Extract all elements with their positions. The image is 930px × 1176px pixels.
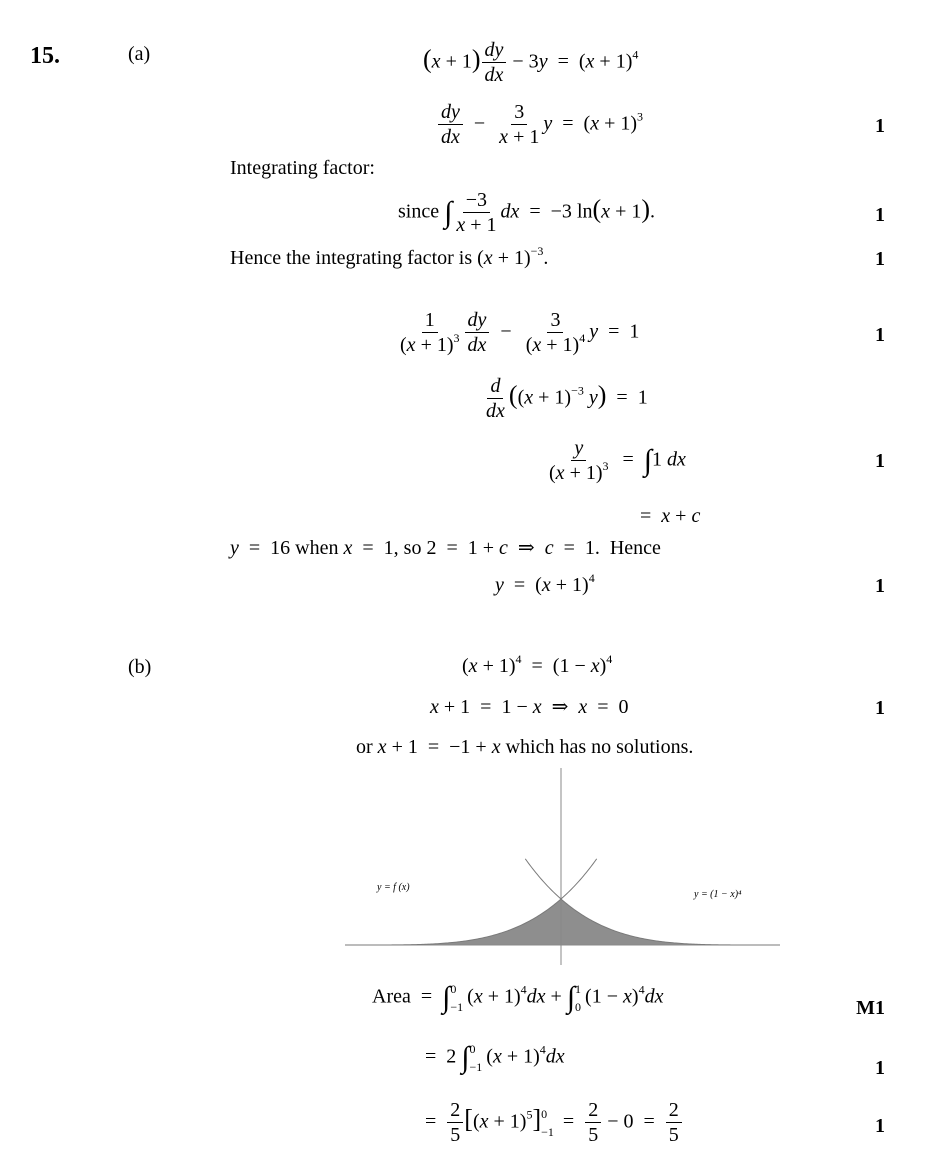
part-a-label: (a) [128,43,151,65]
hence-integrating-factor: Hence the integrating factor is $(x + 1)^{-3}$. [230,244,549,269]
area-graph [345,764,780,969]
eq-b-area-simplify: = 2 ∫ 0 −1 $(x + 1)^4dx$ [425,1041,565,1074]
since-word: since [398,200,440,223]
eq-b-area-setup: Area = ∫ 0 −1 $(x + 1)^4dx$ + ∫ 1 0 $(1 - x)^4dx$ [372,981,664,1014]
integrating-factor-heading: Integrating factor: [230,157,375,179]
mark-b-area-result: 1 [875,1115,885,1137]
mark-a-hence-if: 1 [875,248,885,270]
eq-b-area-result: = $\frac{2}{5}$ $[(x + 1)^5]$ 0 −1 = $\frac{2}{5}$ − 0 = $\frac{2}{5}$ [425,1100,683,1146]
area-word: Area [372,985,411,1008]
eq-a-multiplied: $\frac{1}{(x + 1)^3}$ $\frac{dy}{dx}$ − $\frac{3}{(x + 1)^4}$ y = 1 [400,309,640,356]
eq-a-standard-form: $\frac{dy}{dx}$ − $\frac{3}{x + 1}$ $y = (x + 1)^3$ [437,102,643,148]
eq-a-derivative-form: $\frac{d}{dx}$ ($(x + 1)^{-3}$ y) = 1 [486,375,648,422]
mark-a-multiplied: 1 [875,324,885,346]
part-b-label: (b) [128,656,152,678]
mark-a-integral: 1 [875,450,885,472]
question-number: 15. [30,43,60,69]
mark-b-area-setup: M1 [856,997,885,1019]
so-word: , so [393,537,422,559]
or-word: or [356,736,373,758]
eq-a-since-integral: since ∫ $\frac{-3}{x + 1}$ dx = −3 ln(x + 1). [398,189,656,236]
hence-if-text: Hence the integrating factor is [230,247,473,269]
mark-b-area-simplify: 1 [875,1057,885,1079]
eq-a-initial-condition: y = 16 when x = 1, so 2 = 1 + c ⇒ c = 1. Hence [230,537,661,559]
mark-a-since: 1 [875,204,885,226]
ln-word: ln [576,200,593,223]
eq-a-final-answer: $y = (x + 1)^4$ [495,571,595,596]
hence-word: Hence [609,537,661,559]
no-solutions-text: which has no solutions. [505,736,694,758]
right-curve-label: y = (1 − x)⁴ [694,889,742,900]
mark-a-final: 1 [875,575,885,597]
eq-b-intersection: $(x + 1)^4 = (1 - x)^4$ [462,652,613,677]
when-word: when [295,537,339,559]
eq-b-solve: x + 1 = 1 − x ⇒ x = 0 [430,696,629,718]
mark-b-solve: 1 [875,697,885,719]
eq-b-no-solution: or x + 1 = −1 + x which has no solutions. [356,736,694,758]
mark-a-standard-form: 1 [875,115,885,137]
left-curve-label: y = f (x) [377,882,410,893]
eq-a-original: (x + 1) $\frac{dy}{dx}$ − $3y = (x + 1)^4$ [423,39,639,86]
eq-a-x-plus-c: = x + c [640,505,701,527]
eq-a-integrated: $\frac{y}{(x + 1)^3}$ = ∫1 dx [549,437,686,484]
